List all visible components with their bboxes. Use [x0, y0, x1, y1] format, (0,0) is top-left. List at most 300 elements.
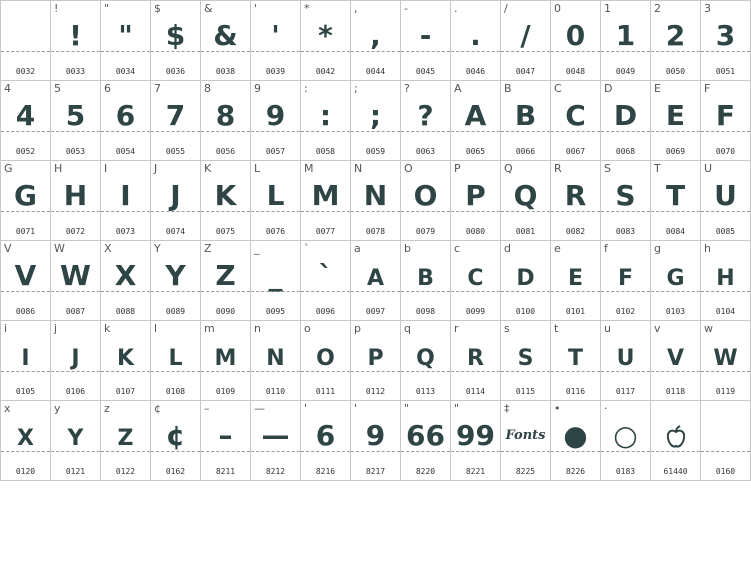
character-code: 0116: [565, 387, 586, 396]
character-code: 0063: [415, 147, 436, 156]
character-label: !: [54, 2, 59, 15]
character-label: ‡: [504, 402, 510, 415]
character-code: 8221: [465, 467, 486, 476]
glyph-cell: [1, 401, 51, 481]
glyph-sample: T: [665, 179, 686, 212]
glyph-sample: 6: [315, 419, 336, 452]
character-code: 0066: [515, 147, 536, 156]
glyph-cell: [651, 161, 701, 241]
glyph-cell: [251, 161, 301, 241]
character-code: 0042: [315, 67, 336, 76]
character-label: u: [604, 322, 611, 335]
glyph-cell: [251, 241, 301, 321]
glyph-cell: [601, 81, 651, 161]
glyph-sample: 66: [406, 419, 445, 452]
character-code: 0046: [465, 67, 486, 76]
glyph-sample: L: [266, 179, 285, 212]
character-label: E: [654, 82, 661, 95]
character-label: o: [304, 322, 311, 335]
glyph-cell: [1, 241, 51, 321]
character-label: b: [404, 242, 411, 255]
character-code: 8226: [565, 467, 586, 476]
character-code: 0049: [615, 67, 636, 76]
character-label: M: [304, 162, 314, 175]
glyph-sample: 8: [215, 99, 236, 132]
glyph-sample: H: [716, 266, 735, 291]
character-code: 0108: [165, 387, 186, 396]
glyph-sample: C: [565, 99, 586, 132]
glyph-cell: [1, 1, 51, 81]
character-label: k: [104, 322, 111, 335]
glyph-cell: [501, 161, 551, 241]
glyph-sample: /: [520, 19, 531, 52]
glyph-sample: N: [266, 346, 285, 371]
glyph-cell: [301, 81, 351, 161]
glyph-sample: ": [118, 19, 133, 52]
glyph-sample: X: [17, 426, 34, 451]
glyph-sample: ?: [417, 99, 434, 132]
character-label: 1: [604, 2, 611, 15]
character-label: C: [554, 82, 562, 95]
character-label: q: [404, 322, 411, 335]
character-code: 0077: [315, 227, 336, 236]
glyph-cell: [101, 1, 151, 81]
glyph-cell: [151, 401, 201, 481]
character-code: 0085: [715, 227, 736, 236]
character-label: 8: [204, 82, 211, 95]
glyph-cell: [201, 161, 251, 241]
glyph-cell: [301, 161, 351, 241]
character-label: f: [604, 242, 608, 255]
glyph-cell: [201, 81, 251, 161]
glyph-sample: E: [567, 266, 584, 291]
glyph-sample: [701, 415, 750, 457]
character-code: 0044: [365, 67, 386, 76]
character-code: 0038: [215, 67, 236, 76]
character-code: 0118: [665, 387, 686, 396]
character-label: r: [454, 322, 459, 335]
glyph-sample: W: [713, 346, 738, 371]
character-code: 0050: [665, 67, 686, 76]
character-label: R: [554, 162, 562, 175]
glyph-sample: R: [564, 179, 587, 212]
glyph-sample: &: [213, 19, 238, 52]
glyph-cell: [251, 401, 301, 481]
glyph-cell: [551, 81, 601, 161]
glyph-cell: [1, 161, 51, 241]
glyph-sample: 1: [615, 19, 636, 52]
character-label: U: [704, 162, 713, 175]
character-label: d: [504, 242, 511, 255]
glyph-cell: [601, 161, 651, 241]
character-code: 0162: [165, 467, 186, 476]
glyph-sample: 5: [65, 99, 86, 132]
character-code: 0104: [715, 307, 736, 316]
character-code: 8216: [315, 467, 336, 476]
glyph-sample: X: [114, 259, 137, 292]
character-code: 0088: [115, 307, 136, 316]
character-code: 0059: [365, 147, 386, 156]
character-code: 0074: [165, 227, 186, 236]
glyph-sample: U: [616, 346, 635, 371]
character-code: 0095: [265, 307, 286, 316]
glyph-cell: [51, 161, 101, 241]
glyph-cell: [651, 81, 701, 161]
glyph-cell: [501, 81, 551, 161]
character-code: 0039: [265, 67, 286, 76]
glyph-sample: 6: [115, 99, 136, 132]
glyph-sample: R: [467, 346, 484, 371]
character-code: 0070: [715, 147, 736, 156]
character-code: 0090: [215, 307, 236, 316]
character-code: 0081: [515, 227, 536, 236]
character-code: 0054: [115, 147, 136, 156]
glyph-sample: O: [413, 179, 438, 212]
character-code: 0082: [565, 227, 586, 236]
glyph-cell: [651, 401, 701, 481]
character-code: 0087: [65, 307, 86, 316]
glyph-sample: I: [120, 179, 131, 212]
glyph-cell: [151, 321, 201, 401]
glyph-sample: !: [69, 19, 82, 52]
glyph-cell: [401, 321, 451, 401]
character-label: ': [254, 2, 258, 15]
character-label: –: [204, 402, 210, 415]
character-label: $: [154, 2, 161, 15]
character-code: 0048: [565, 67, 586, 76]
character-label: 5: [54, 82, 61, 95]
glyph-sample: N: [363, 179, 388, 212]
character-code: 0086: [15, 307, 36, 316]
glyph-cell: [51, 241, 101, 321]
glyph-sample: 9: [265, 99, 286, 132]
glyph-cell: [451, 161, 501, 241]
character-code: 8220: [415, 467, 436, 476]
character-label: T: [654, 162, 661, 175]
character-label: e: [554, 242, 561, 255]
glyph-sample: 2: [665, 19, 686, 52]
character-code: 0047: [515, 67, 536, 76]
glyph-sample: Z: [215, 259, 236, 292]
glyph-cell: [451, 401, 501, 481]
character-code: 0106: [65, 387, 86, 396]
glyph-cell: [101, 241, 151, 321]
character-code: 0121: [65, 467, 86, 476]
character-code: 0084: [665, 227, 686, 236]
character-label: s: [504, 322, 510, 335]
glyph-sample: P: [367, 346, 384, 371]
glyph-cell: [701, 401, 751, 481]
glyph-sample: ': [271, 19, 280, 52]
glyph-cell: [251, 321, 301, 401]
character-label: Z: [204, 242, 212, 255]
glyph-cell: [701, 81, 751, 161]
character-label: B: [504, 82, 512, 95]
glyph-sample: O: [316, 346, 335, 371]
character-label: J: [154, 162, 158, 175]
character-code: 8211: [215, 467, 236, 476]
glyph-sample: H: [63, 179, 88, 212]
glyph-cell: [51, 81, 101, 161]
glyph-cell: [201, 401, 251, 481]
glyph-cell: [301, 241, 351, 321]
glyph-sample: D: [613, 99, 638, 132]
character-label: 9: [254, 82, 261, 95]
character-code: 0080: [465, 227, 486, 236]
glyph-cell: [1, 321, 51, 401]
character-code: 0057: [265, 147, 286, 156]
glyph-cell: [601, 1, 651, 81]
character-code: 0160: [715, 467, 736, 476]
character-code: 0073: [115, 227, 136, 236]
glyph-cell: [301, 1, 351, 81]
glyph-sample: V: [14, 259, 37, 292]
glyph-sample: ●: [563, 419, 588, 452]
glyph-sample: Q: [513, 179, 538, 212]
glyph-cell: [601, 241, 651, 321]
character-code: 0083: [615, 227, 636, 236]
character-label: H: [54, 162, 63, 175]
character-label: 7: [154, 82, 161, 95]
character-label: P: [454, 162, 461, 175]
glyph-sample: 9: [365, 419, 386, 452]
character-label: /: [504, 2, 508, 15]
glyph-sample: 99: [456, 419, 495, 452]
character-code: 0036: [165, 67, 186, 76]
glyph-cell: [651, 321, 701, 401]
glyph-cell: [301, 321, 351, 401]
character-code: 0071: [15, 227, 36, 236]
glyph-cell: [601, 401, 651, 481]
glyph-sample: G: [14, 179, 37, 212]
character-code: 8217: [365, 467, 386, 476]
character-label: `: [304, 242, 310, 255]
character-label: W: [54, 242, 65, 255]
glyph-cell: [101, 321, 151, 401]
character-code: 0102: [615, 307, 636, 316]
character-label: A: [454, 82, 462, 95]
glyph-sample: F: [715, 99, 736, 132]
character-label: 4: [4, 82, 11, 95]
character-label: ,: [354, 2, 358, 15]
glyph-cell: [151, 161, 201, 241]
character-label: x: [4, 402, 11, 415]
glyph-sample: J: [170, 179, 181, 212]
glyph-sample: :: [319, 99, 332, 132]
character-label: N: [354, 162, 363, 175]
glyph-cell: [701, 1, 751, 81]
character-label: ': [354, 402, 358, 415]
glyph-sample: $: [165, 19, 186, 52]
character-label: I: [104, 162, 108, 175]
glyph-cell: [51, 401, 101, 481]
character-label: 6: [104, 82, 111, 95]
glyph-cell: [51, 321, 101, 401]
character-code: 0058: [315, 147, 336, 156]
character-code: 0103: [665, 307, 686, 316]
glyph-cell: [101, 161, 151, 241]
character-label: j: [54, 322, 58, 335]
glyph-sample: T: [567, 346, 583, 371]
character-code: 8225: [515, 467, 536, 476]
character-code: 0045: [415, 67, 436, 76]
glyph-cell: [551, 161, 601, 241]
character-label: G: [4, 162, 13, 175]
character-label: a: [354, 242, 361, 255]
fonts-logo: Fonts: [505, 428, 546, 443]
glyph-cell: [201, 241, 251, 321]
glyph-sample: –: [218, 419, 233, 452]
glyph-cell: [551, 241, 601, 321]
character-code: 0107: [115, 387, 136, 396]
character-code: 0100: [515, 307, 536, 316]
character-code: 8212: [265, 467, 286, 476]
character-label: 2: [654, 2, 661, 15]
character-label: •: [554, 402, 561, 415]
glyph-sample: 0: [565, 19, 586, 52]
glyph-sample: K: [214, 179, 237, 212]
character-label: z: [104, 402, 110, 415]
glyph-sample: ¢: [165, 419, 186, 452]
glyph-cell: [651, 241, 701, 321]
character-label: *: [304, 2, 310, 15]
character-code: 0089: [165, 307, 186, 316]
character-label: F: [704, 82, 711, 95]
glyph-sample: P: [465, 179, 486, 212]
glyph-cell: [351, 241, 401, 321]
glyph-cell: [151, 1, 201, 81]
glyph-cell: [701, 241, 751, 321]
character-code: 0072: [65, 227, 86, 236]
glyph-cell: [501, 401, 551, 481]
glyph-sample: B: [417, 266, 434, 291]
glyph-sample: S: [615, 179, 636, 212]
glyph-cell: [451, 81, 501, 161]
character-code: 61440: [663, 467, 688, 476]
glyph-cell: [451, 321, 501, 401]
character-code: 0097: [365, 307, 386, 316]
character-code: 0113: [415, 387, 436, 396]
glyph-sample: 7: [165, 99, 186, 132]
glyph-sample: S: [517, 346, 534, 371]
glyph-cell: [351, 81, 401, 161]
character-code: 0032: [15, 67, 36, 76]
glyph-cell: [501, 321, 551, 401]
glyph-sample: `: [318, 259, 333, 292]
glyph-sample: Q: [416, 346, 435, 371]
glyph-sample: M: [311, 179, 340, 212]
character-label: V: [4, 242, 12, 255]
glyph-cell: [501, 1, 551, 81]
character-label: m: [204, 322, 215, 335]
glyph-sample: G: [666, 266, 685, 291]
character-code: 0120: [15, 467, 36, 476]
character-code: 0079: [415, 227, 436, 236]
glyph-sample: F: [617, 266, 634, 291]
glyph-cell: [351, 321, 401, 401]
character-label: :: [304, 82, 308, 95]
glyph-cell: [401, 1, 451, 81]
glyph-sample: 4: [15, 99, 36, 132]
character-label: .: [454, 2, 458, 15]
glyph-cell: [151, 81, 201, 161]
glyph-cell: [551, 1, 601, 81]
character-label: v: [654, 322, 661, 335]
glyph-sample: M: [214, 346, 237, 371]
character-code: 0051: [715, 67, 736, 76]
character-label: h: [704, 242, 711, 255]
character-label: K: [204, 162, 212, 175]
character-code: 0067: [565, 147, 586, 156]
character-code: 0065: [465, 147, 486, 156]
glyph-cell: [401, 401, 451, 481]
glyph-cell: [351, 161, 401, 241]
character-code: 0056: [215, 147, 236, 156]
character-label: ?: [404, 82, 410, 95]
apple-icon: [651, 415, 700, 457]
glyph-cell: [51, 1, 101, 81]
character-label: -: [404, 2, 408, 15]
glyph-sample: _: [268, 259, 283, 292]
character-label: i: [4, 322, 8, 335]
glyph-sample: Y: [67, 426, 84, 451]
character-label: ": [404, 402, 410, 415]
character-code: 0105: [15, 387, 36, 396]
glyph-sample: -: [419, 19, 432, 52]
glyph-cell: [101, 401, 151, 481]
glyph-sample: Z: [117, 426, 134, 451]
character-label: 0: [554, 2, 561, 15]
character-label: —: [254, 402, 265, 415]
character-label: t: [554, 322, 559, 335]
glyph-sample: A: [366, 266, 385, 291]
character-code: 0114: [465, 387, 486, 396]
glyph-cell: [501, 241, 551, 321]
glyph-sample: ,: [370, 19, 381, 52]
glyph-sample: ○: [613, 419, 638, 452]
character-code: 0053: [65, 147, 86, 156]
character-code: 0122: [115, 467, 136, 476]
character-label: ;: [354, 82, 358, 95]
character-code: 0117: [615, 387, 636, 396]
character-code: 0101: [565, 307, 586, 316]
glyph-sample: E: [665, 99, 686, 132]
glyph-sample: W: [60, 259, 91, 292]
character-label: c: [454, 242, 461, 255]
character-code: 0078: [365, 227, 386, 236]
glyph-sample: —: [261, 419, 290, 452]
character-code: 0110: [265, 387, 286, 396]
glyph-cell: [601, 321, 651, 401]
glyph-sample: J: [71, 346, 80, 371]
glyph-sample: D: [516, 266, 535, 291]
glyph-sample: A: [464, 99, 487, 132]
character-label: ': [304, 402, 308, 415]
glyph-cell: [251, 81, 301, 161]
character-code: 0068: [615, 147, 636, 156]
glyph-cell: [401, 241, 451, 321]
glyph-cell: [651, 1, 701, 81]
glyph-cell: [701, 321, 751, 401]
character-label: p: [354, 322, 361, 335]
character-code: 0096: [315, 307, 336, 316]
character-code: 0115: [515, 387, 536, 396]
character-label: y: [54, 402, 61, 415]
glyph-sample: ;: [369, 99, 382, 132]
character-code: 0119: [715, 387, 736, 396]
character-code: 0109: [215, 387, 236, 396]
glyph-sample: Y: [165, 259, 186, 292]
